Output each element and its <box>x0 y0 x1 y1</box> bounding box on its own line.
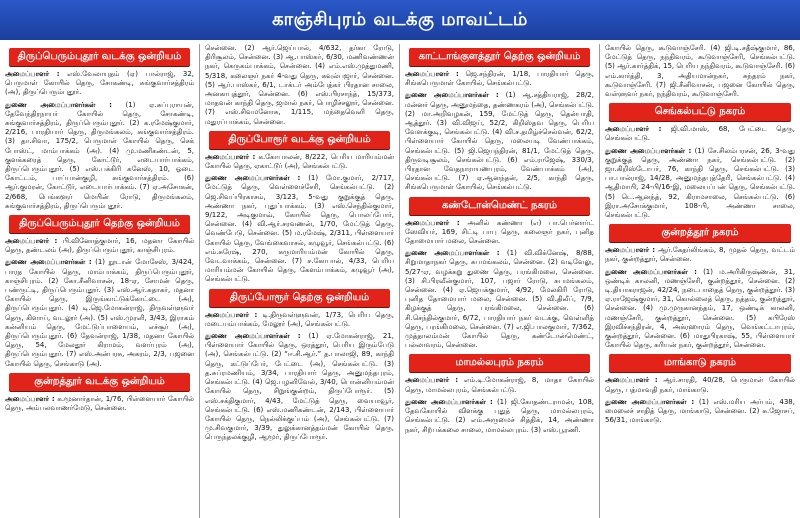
deputy-label: துணை அமைப்பாளர்கள் : <box>5 258 92 267</box>
deputy-label: துணை அமைப்பாளர்கள் : <box>5 100 112 109</box>
deputy-entry <box>605 398 795 426</box>
organizer-label: அமைப்பாளர் : <box>605 246 656 255</box>
organizer-label: அமைப்பாளர் : <box>405 218 460 227</box>
organizer-entry <box>605 376 795 394</box>
organizer-label: அமைப்பாளர் : <box>405 376 459 385</box>
section-heading: திருப்போரூர் வடக்கு ஒன்றியம் <box>209 131 390 149</box>
continued-text: சென்னை. (2) ஆர்.ஜெய்பால், 4/632, தர்கா ரோடு, திரிசூலம், சென்னை. (3) ஆ.பாஸ்கர், 6/30, மணிவண்ணன் நகர், கெருகம்பாக்கம், சென்னை. (4) எம்.எஸ்.முத்துமணி, 5/318, கலைஞர் நகர் 4-வது தெரு, கவுல்பஜார், சென்னை. (5) ஆர்.பாஸ்கர், 6/1, டாக்டர் அம்பேத்கர் பிரதான சாலை, அனகாபுத்தூர், சென்னை. (6) எஸ்.பிரசாந்த், 15/373, மாதவன் காந்தி தெரு, ஜமால் நகர், பொழிச்சலூர், சென்னை. (7) எஸ்.சிவமனோசு, 1/115, மந்தைவெளி தெரு, மதுரப்பாக்கம், சென்னை. <box>205 44 394 126</box>
deputy-text: (1) ஆ.சத்தியராஜ், 28/2, மன்னர் தெரு, அனுமந்தை, தண்ணகரம் (அ), செங்கல்பட்டு. (2) மா.அறிவழகன், 159, மேட்டுத் தெரு, தென்பாதி, ஆத்தூர். (3) வி.விஜய், 52/2, கிறிஸ்தவ தெரு, பெரிய வேளக்குடி, செங்கல்பட்டு. (4) வி.ச.தமிழ்ச்செல்வன், 62/2, பிள்ளையார் கோயில் தெரு, மலையடி வேண்பாக்கம், செங்கல்பட்டு. (5) ஜி.ஜெயந்திரன், 81/1, மேட்டுத் தெரு, திருவடிசூலம், செங்கல்பட்டு. (6) எம்.ராஜேஷ், 330/3, பிரதான வேதநாராயணபுரம், வேண்பாக்கம் (அ), செங்கல்பட்டு. (7) ஏ.ஆனந்தன், 2/5, காந்தி தெரு, சிங்கபெருமாள் கோயில், செங்கல்பட்டு. <box>405 91 594 192</box>
section-heading: குன்றத்தூர் நகரம் <box>609 224 791 242</box>
organizer-entry <box>205 311 394 329</box>
deputy-text: (1) ஏ.மோகன்ராஜ், 21, பிள்ளையார் கோயில் தெரு, ஒரத்தூர், பெரிய இரும்பேடு (அ), செங்கல்பட்டு. (2) “ஈ.சி.ஆர்.” த.பாலாஜி, 89, காந்தி தெரு, கட்டுப்பேர், பேட்டை (அ), செங்கல்பட்டு. (3) த.சுப்ரமணியம், 3/34, பாரதியார் தெரு, அனுமந்தபுரம், செங்கல்பட்டு. (4) ஜெ.பழனிவேல், 3/40, பொன்னியம்மன் கோயில் தெரு, சிறுங்குன்றம், திருப்போரூர். (5) எஸ்.சக்திகுமார், 4/43, மேட்டுத் தெரு, வையாவூர், செங்கல்பட்டு. (6) எஸ்.மணிகண்டன், 2/143, பிள்ளையார் கோயில் தெரு, நெல்லிக்குப்பம் (அ), செங்கல்பட்டு. (7) மு.சிவகுமார், 3/39, துலுக்கானத்தம்மன் கோயில் தெரு, பெருந்தலக்குழி, ஆமூர், திருப்போரூர். <box>205 332 395 442</box>
deputy-entry <box>205 332 394 442</box>
deputy-entry <box>605 147 795 221</box>
organizer-label: அமைப்பாளர் : <box>405 70 459 78</box>
deputy-text: (1) ஜி.கோதண்டராமன், 108, தேவகோயில் விளக்கு புதுத் தெரு, மாமல்லபுரம், செங்கல்பட்டு. (2) எம்.அருமைச் சித்திக், 14, அண்ணா நகர், சிற்பக்கலை சாலை, மாமல்லபுரம். (3) எஸ்.பூரணி. <box>405 397 594 434</box>
organizer-entry <box>405 70 594 88</box>
organizer-text: எம்.டி.மோகன்ராஜ், 8, மாதா கோயில் தெரு, மாமல்லபுரம், செங்கல்பட்டு. <box>405 376 594 394</box>
organizer-entry <box>5 237 194 255</box>
organizer-text: ஜி.வி.மாஸ், 68, பேட்டை தெரு, செங்கல்பட்டு. <box>605 125 795 143</box>
deputy-entry <box>5 101 194 211</box>
section-heading: மாங்காடு நகரம் <box>609 354 791 372</box>
district-banner: காஞ்சிபுரம் வடக்கு மாவட்டம் <box>0 0 800 40</box>
deputy-text: (1) மோ.குமார், 2/717, மேட்டுத் தெரு, வெள்ளைச்சேரி, செங்கல்பட்டு. (2) ஜெ.சிவப்பிரகாசம், 3/123, 5-வது குறுக்குத் தெரு, அண்ணா நகர், புதுப்பாக்கம். (3) எஸ்.செந்தில்குமார், 9/122, அடிகுமாவ், கோயில் தெரு, பொலப்போர், சென்னை. (4) வி.ஆர்.சரவணன், 1/70, மேட்டுத் தெரு, வெண்பேடு, சென்னை. (5) ம.ரமேஷ், 2/311, பிள்ளையார் கோயில் தெரு, வேங்கைவாசல், கழுவூர், செங்கல்பட்டு. (6) எம்.சுரேஷ், 270, கருமாரியம்மன் கோயில் தெரு, வேடவாக்கம், சென்னை. (7) ச.கோபால், 4/33, பெரிய மாரியம்மன் கோயில் தெரு, கேளம்பாக்கம், கழுவூர் (அ), செங்கல்பட்டு. <box>205 174 394 284</box>
section-heading: திருப்போரூர் தெற்கு ஒன்றியம் <box>209 289 390 307</box>
organizer-text: க.மூனார்தான், 1/76, பிள்ளையார் கோயில் தெரு, அம்பலவாணர்மேடு, சென்னை. <box>5 394 194 413</box>
column-2 <box>200 44 400 518</box>
organizer-text: ஆர்.கேதர்லிங்கம், 8, முதல் தெரு, வட்டம் நகர், குன்றத்தூர், சென்னை. <box>605 246 795 264</box>
organizer-label: அமைப்பாளர் : <box>5 237 58 246</box>
organizer-entry <box>5 395 194 413</box>
deputy-entry <box>605 268 795 351</box>
organizer-entry <box>405 219 594 247</box>
organizer-label: அமைப்பாளர் : <box>605 376 658 385</box>
section-heading: மாமல்லபுரம் நகரம் <box>409 354 590 372</box>
deputy-label: துணை அமைப்பாளர்கள் : <box>605 267 697 276</box>
organizer-label: அமைப்பாளர் : <box>205 310 258 319</box>
deputy-text: (1) சே.சிலம்பரசன், 26, 3-வது குறுக்குத் தெரு, அண்ணா நகர், செங்கல்பட்டு. (2) ஜா.கிறிஸ்டோபர், 76, காந்தி தெரு, செங்கல்பட்டு. (3) பா.பால்ராஜ், 14/28, அனுமந்தபுத்தேரி, செங்கல்பட்டு. (4) ஆதிமாயி, 24-பி/16-இ, மலையப்பன் தெரு, செங்கல்பட்டு. (5) டெ.ஆனந்த், 92, கிராமசாலை, செங்கல்பட்டு. (6) இரா.அசோக்குமார், 108-பி, அண்ணா சாலை, செங்கல்பட்டு. <box>605 146 795 220</box>
column-4 <box>600 44 800 518</box>
section-heading: குன்றத்தூர் வடக்கு ஒன்றியம் <box>9 373 190 391</box>
deputy-entry <box>405 91 594 192</box>
organizer-entry <box>205 153 394 171</box>
deputy-label: துணை அமைப்பாளர்கள் : <box>205 174 301 183</box>
deputy-label: துணை அமைப்பாளர்கள் : <box>405 397 493 406</box>
section-heading: செங்கல்பட்டு நகரம் <box>609 103 791 121</box>
organizer-label: அமைப்பாளர் : <box>205 152 256 161</box>
organizer-text: ஜெ.சந்திரன், 1/18, பாரதியார் தெரு, சிங்கபெருமாள் கோயில், செங்கல்பட்டு. <box>405 70 595 88</box>
deputy-label: துணை அமைப்பாளர்கள் : <box>405 91 499 100</box>
section-heading: கண்டோன்மெண்ட் நகரம் <box>409 197 590 215</box>
deputy-text: (1) நூடான் மோசேஸ், 3/424, பாரத கோயில் தெரு, மாம்பாக்கம், திருப்பெரும்புதூர், காஞ்சிபுரம். (2) கோ.சீனிவாசன், 18-ஏ, சோமன் தெரு, பண்ருட்டி, திருப்பெரும்புதூர். (3) எஸ்.ஆர்.சுதாகர், மதனா கோயில் தெரு, இருங்காட்டுக்கோட்டை (அ), திருப்பெரும்புதூர். (4) டி.ஜெ.மோகன்ராஜ், திருவள்ளுவர் தெரு, கிளாய், வடலூர் (அ). (5) எஸ்.முரளி, 3/43, இராகம் கன்னியம் தெரு, மேட்டுப்பாளையம், எச்சூர் (அ), திருப்பெரும்புதூர். (6) தேவன்ராஜ், 1/38, மதனா கோயில் தெரு, 54, மேலதூர் கிராமம், வளர்புரம் (அ), திருப்பெரும்புதூர். (7) எஸ்.அன்பரசு, அகரம், 2/3, பஜனை கோயில் தெரு, செங்காடு (அ). <box>5 258 194 368</box>
organizer-label: அமைப்பாளர் : <box>605 125 662 134</box>
deputy-text: (1) ம.அரிகிருஷ்ணன், 31, ஒண்டிக் காலனி, மணஞ்சேரி, குன்றத்தூர், சென்னை. (2) டி.தியாகராஜன், 42/24, நடைபாதைத் தெரு, குன்றத்தூர். (3) ஏ.ராஜேஷ்குமார், 31, கொல்லைத் தெரு, நத்தம், குன்றத்தூர், சென்னை. (4) மு.முருகானந்தம், 17, ஒண்டிக் காலனி, மணஞ்சேரி, குன்றத்தூர், சென்னை. (5) கபிரேஸ் இரவிச்சந்திரன், 4, அக்ரஹாரம் தெரு, வெங்கட்டாபுரம், குன்றத்தூர், சென்னை. (6) மாதுபிரகாஷ், 55, பிள்ளையார் கோயில் தெரு, கரியன் நகர், குன்றத்தூர், சென்னை. <box>605 267 795 350</box>
deputy-entry <box>405 249 594 350</box>
organizer-entry <box>405 376 594 394</box>
organizer-text: டி.திருவள்ளுவன், 1/73, பெரிய தெரு, மடையம்பாக்கம், மேலூர் (அ), செங்கல்பட்டு. <box>205 310 394 328</box>
deputy-label: துணை அமைப்பாளர்கள் : <box>205 332 301 341</box>
organizer-label: அமைப்பாளர் : <box>5 394 55 403</box>
deputy-text: (1) ஏ.சுப்புராயன், தேவேந்திரநாயர் கோயில் தெரு, சோகண்டி, சுங்குவார்சத்திரம், திருப்பெரும்புதூர். (2) க.ரமேஷ்குமார், 2/216, பாரதியார் தெரு, திருமங்கலம், சுங்குவார்சத்திரம். (3) தா.சிவா, 175/2, பெருமாள் கோயில் தெரு, செக் போஸ்ட், மாம்பாக்கம் (அ). (4) மு.மணிகண்டன், 5, குளக்கரைத் தெரு, கோட்டூர், எடையார்பாக்கம், திருப்பெரும்புதூர். (5) எஸ்.பக்கிரி கனேஸ், 10, ஓடை கோட்டம், பாப்பான்குழி, சுங்குவார்சத்திரம். (6) ஆர்.குமரன், கோட்டூர், எடையார்பாக்கம். (7) ஏ.அசோகன், 2/668, பெங்களூர் மெயின் ரோடு, திருமங்கலம், சுங்குவார்சத்திரம், திருப்பெரும்புதூர். <box>5 100 194 210</box>
deputy-entry <box>405 398 594 435</box>
section-heading: காட்டாங்குளத்தூர் தெற்கு ஒன்றியம் <box>409 48 590 66</box>
column-1 <box>0 44 200 518</box>
organizer-text: பி.வினோத்குமார், 16, மதனா கோயில் தெரு, தண்டலம் (அ), திருப்பெரும்புதூர், காஞ்சிபுரம். <box>5 237 194 255</box>
column-container <box>0 44 800 518</box>
organizer-label: அமைப்பாளர் : <box>5 70 60 78</box>
continued-text: கோயில் தெரு, கூடுவாஞ்சேரி. (4) ஜி.டி.சதீஷ்குமார், 86, மேட்டுத் தெரு, நந்திவரம், கூடுவாஞ்சேரி, செங்கல்பட்டு. (5) ஆர்.கார்த்திக், 15, பெரிய நந்திவரம், கூடுவாஞ்சேரி. (6) எம்.கார்த்தி, 3, அதியமான்நகர், சுந்தரம் நகர், கூடுவாஞ்சேரி. (7) ஜி.சீனிவாசன், பஜனை கோயில் தெரு, வள்ளுவர் நகர், நந்திவரம், கூடுவாஞ்சேரி. <box>605 44 795 99</box>
deputy-text: (1) வி.விக்னேஷ், 8/88, சிறுமாதாநகர் தெரு, சுபமங்கலம், சென்னை. (2) வடிவேலு, 5/27-ஏ, வழக்கறு துணை தெரு, பரங்கிமலை, சென்னை. (3) சி.பிரவீன்குமார், 107, பஜார் ரோடு, சுபமங்கலம், சென்னை. (4) ஏ.ஜெயக்குமார், 4/92, மேலகிரி ரோடு, புனித தோமையார் மலை, சென்னை. (5) வி.திலீப், 7/9, கிழக்குத் தெரு, பரங்கிமலை, சென்னை. (6) சி.செந்தில்குமார், 6/72, பாரதியார் நகர் வடக்கு, வெள்ளித் தெரு, பரங்கிமலை, சென்னை. (7) எ.ஜி.பாலகுமார், 7/362, முத்தாலம்மன் கோயில் தெரு, கண்டோன்மெண்ட், பல்லாவரம், சென்னை. <box>405 249 595 350</box>
deputy-entry <box>5 258 194 368</box>
deputy-text: (1) எஸ்.மரிய அர்பம், 438, மைலைச் சாதித் தெரு, மாங்காடு, சென்னை. (2) சு.ஜோசப், 56/31, மாங்காடு. <box>605 397 795 425</box>
organizer-entry <box>605 125 795 143</box>
organizer-entry <box>5 70 194 98</box>
deputy-entry <box>205 174 394 284</box>
deputy-label: துணை அமைப்பாளர்கள் : <box>605 146 692 155</box>
organizer-entry <box>605 246 795 264</box>
deputy-label: துணை அமைப்பாளர்கள் : <box>405 249 500 258</box>
section-heading: திருப்பெரும்புதூர் தெற்கு ஒன்றியம் <box>9 215 190 233</box>
organizer-text: ஆர்.சாரதி, 40/28, பெருமாள் கோயில் தெரு, பத்மாவதி நகர், மாங்காடு. <box>605 376 795 394</box>
organizer-text: அனில் கண்ணா (எ) பா.பெர்னார்ட் ஸேவியர், 169, சிட்டி பாபு தெரு, கலைஞர் நகர், புனித தோமையார் மலை, சென்னை. <box>405 218 595 246</box>
organizer-text: க.கோபாலன், 8/222, பெரிய மாரியம்மன் கோயில் தெரு, ஏகாட்டூர் (அ), செங்கல்பட்டு. <box>205 152 394 171</box>
deputy-label: துணை அமைப்பாளர்கள் : <box>605 397 695 406</box>
organizer-text: எஸ்.வேலாயுதம் (ஏ) பால்ராஜ், 32, பெருமாள் கோயில் தெரு, சோகண்டி, சுங்குவார்சத்திரம் (அ), திருப்பெரும்புதூர். <box>5 70 194 97</box>
column-3 <box>400 44 600 518</box>
section-heading: திருப்பெரும்புதூர் வடக்கு ஒன்றியம் <box>9 48 190 66</box>
